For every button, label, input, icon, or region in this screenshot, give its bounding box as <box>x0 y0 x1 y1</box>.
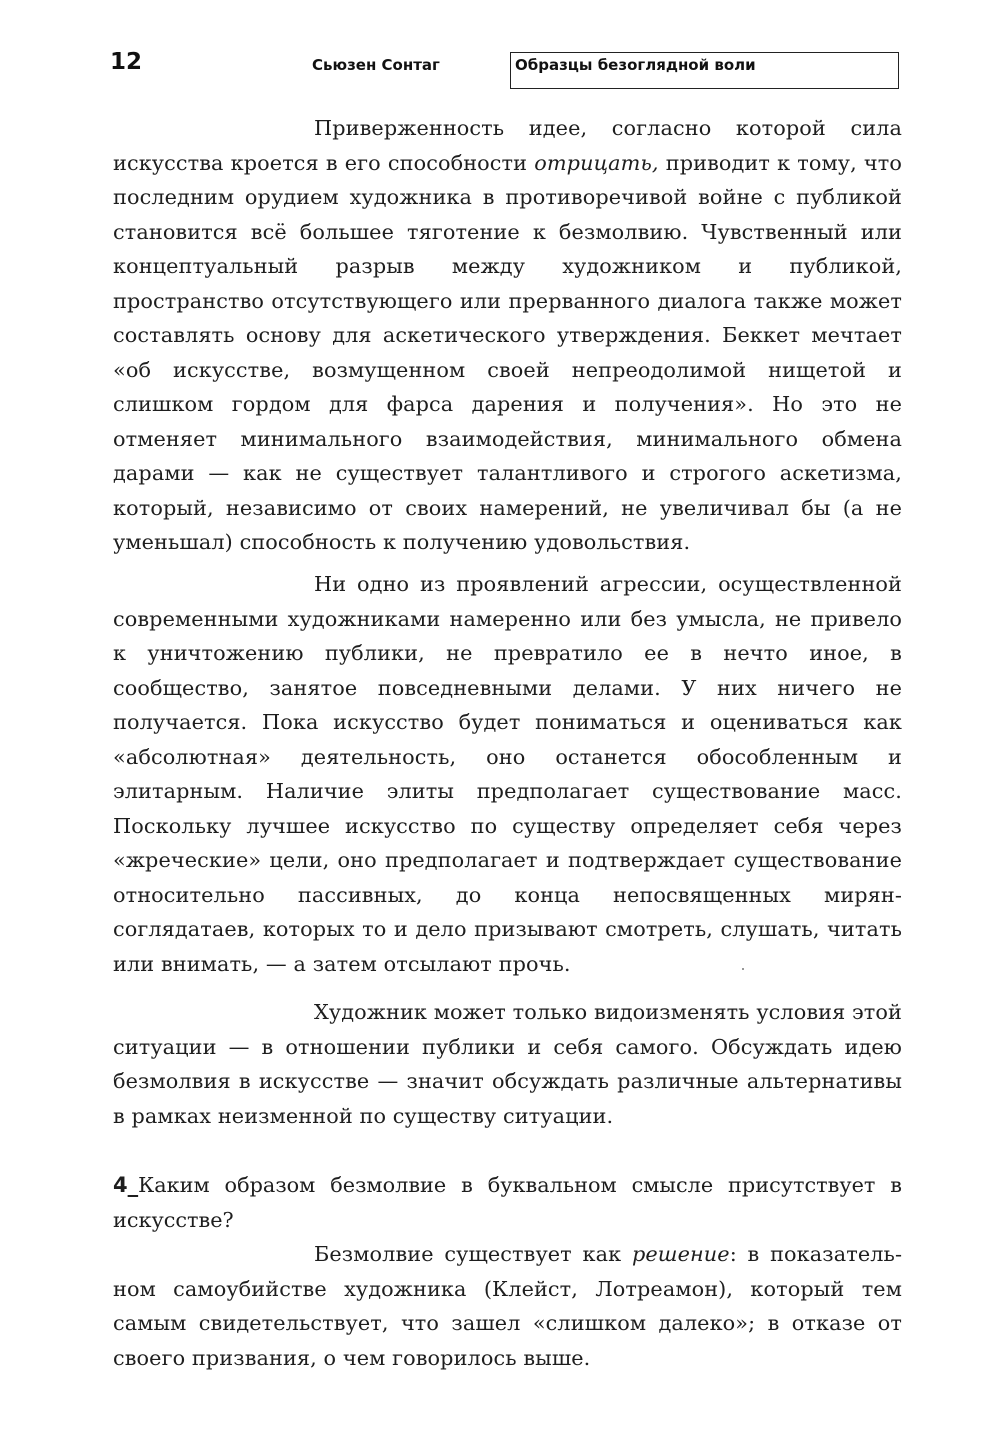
paragraph-1-emphasis: отрицать, <box>534 150 659 175</box>
paragraph-4 <box>113 1237 902 1375</box>
paragraph-4-text-b: : в показательном самоубийстве художника (Клейст, Лотреамон), который тем самым свидетельствует, что зашел «слишком далеко»; в отказе от своего призвания, о чем говорилось выше. <box>113 1242 902 1370</box>
paragraph-3 <box>113 995 902 1133</box>
paragraph-3-text: Художник может только видоизменять условия этой ситуации — в отношении публики и себя самого. Обсуждать идею безмолвия в искусстве — значит обсуждать различные альтернативы в рамках неизменной по существу ситуации. <box>113 1000 902 1128</box>
paragraph-2-text: Ни одно из проявлений агрессии, осуществленной современными художниками намеренно или без умысла, не привело к уничтожению публики, не превратило ее в нечто иное, в сообщество, занятое повседневными делами. У них ничего не получается. Пока искусство будет пониматься и оцениваться как «абсолютная» деятельность, оно останется обособленным и элитарным. Наличие элиты предполагает существование масс. Поскольку лучшее искусство по существу определяет себя через «жреческие» цели, оно предполагает и подтверждает существование относительно пассивных, до конца непосвященных мирян-соглядатаев, которых то и дело призывают смотреть, слушать, читать или внимать, — а затем отсылают прочь. <box>113 572 902 976</box>
paragraph-1 <box>113 111 902 560</box>
paragraph-1-text-b: приводит к тому, что последним орудием художника в противоречивой войне с публикой становится всё большее тяготение к безмолвию. Чувственный или концептуальный разрыв между художником и публикой, пространство отсутствующего или прерванного диалога также может составлять основу для аскетического утверждения. Беккет мечтает «об искусстве, возмущенном своей непреодолимой нищетой и слишком гордом для фарса дарения и получения». Но это не отменяет минимального взаимодействия, минимального обмена дарами — как не существует талантливого и строгого аскетизма, который, независимо от своих намерений, не увеличивал бы (а не уменьшал) способность к получению удовольствия. <box>113 150 902 554</box>
section-heading <box>113 1168 902 1237</box>
paragraph-4-emphasis: решение <box>631 1242 730 1266</box>
print-speck <box>742 968 744 970</box>
paragraph-1-text-a: Приверженность идее, согласно которой сила искусства кроется в его способности <box>113 116 902 175</box>
paragraph-4-text-a: Безмолвие существует как <box>314 1242 632 1266</box>
author-name: Сьюзен Сонтаг <box>312 56 440 74</box>
running-title-box <box>510 52 899 89</box>
page-number: 12 <box>110 49 143 75</box>
section-question: Каким образом безмолвие в буквальном смысле присутствует в искусстве? <box>113 1173 902 1232</box>
paragraph-2 <box>113 567 902 981</box>
section-number: 4_ <box>113 1173 139 1197</box>
running-title: Образцы безоглядной воли <box>515 56 756 74</box>
